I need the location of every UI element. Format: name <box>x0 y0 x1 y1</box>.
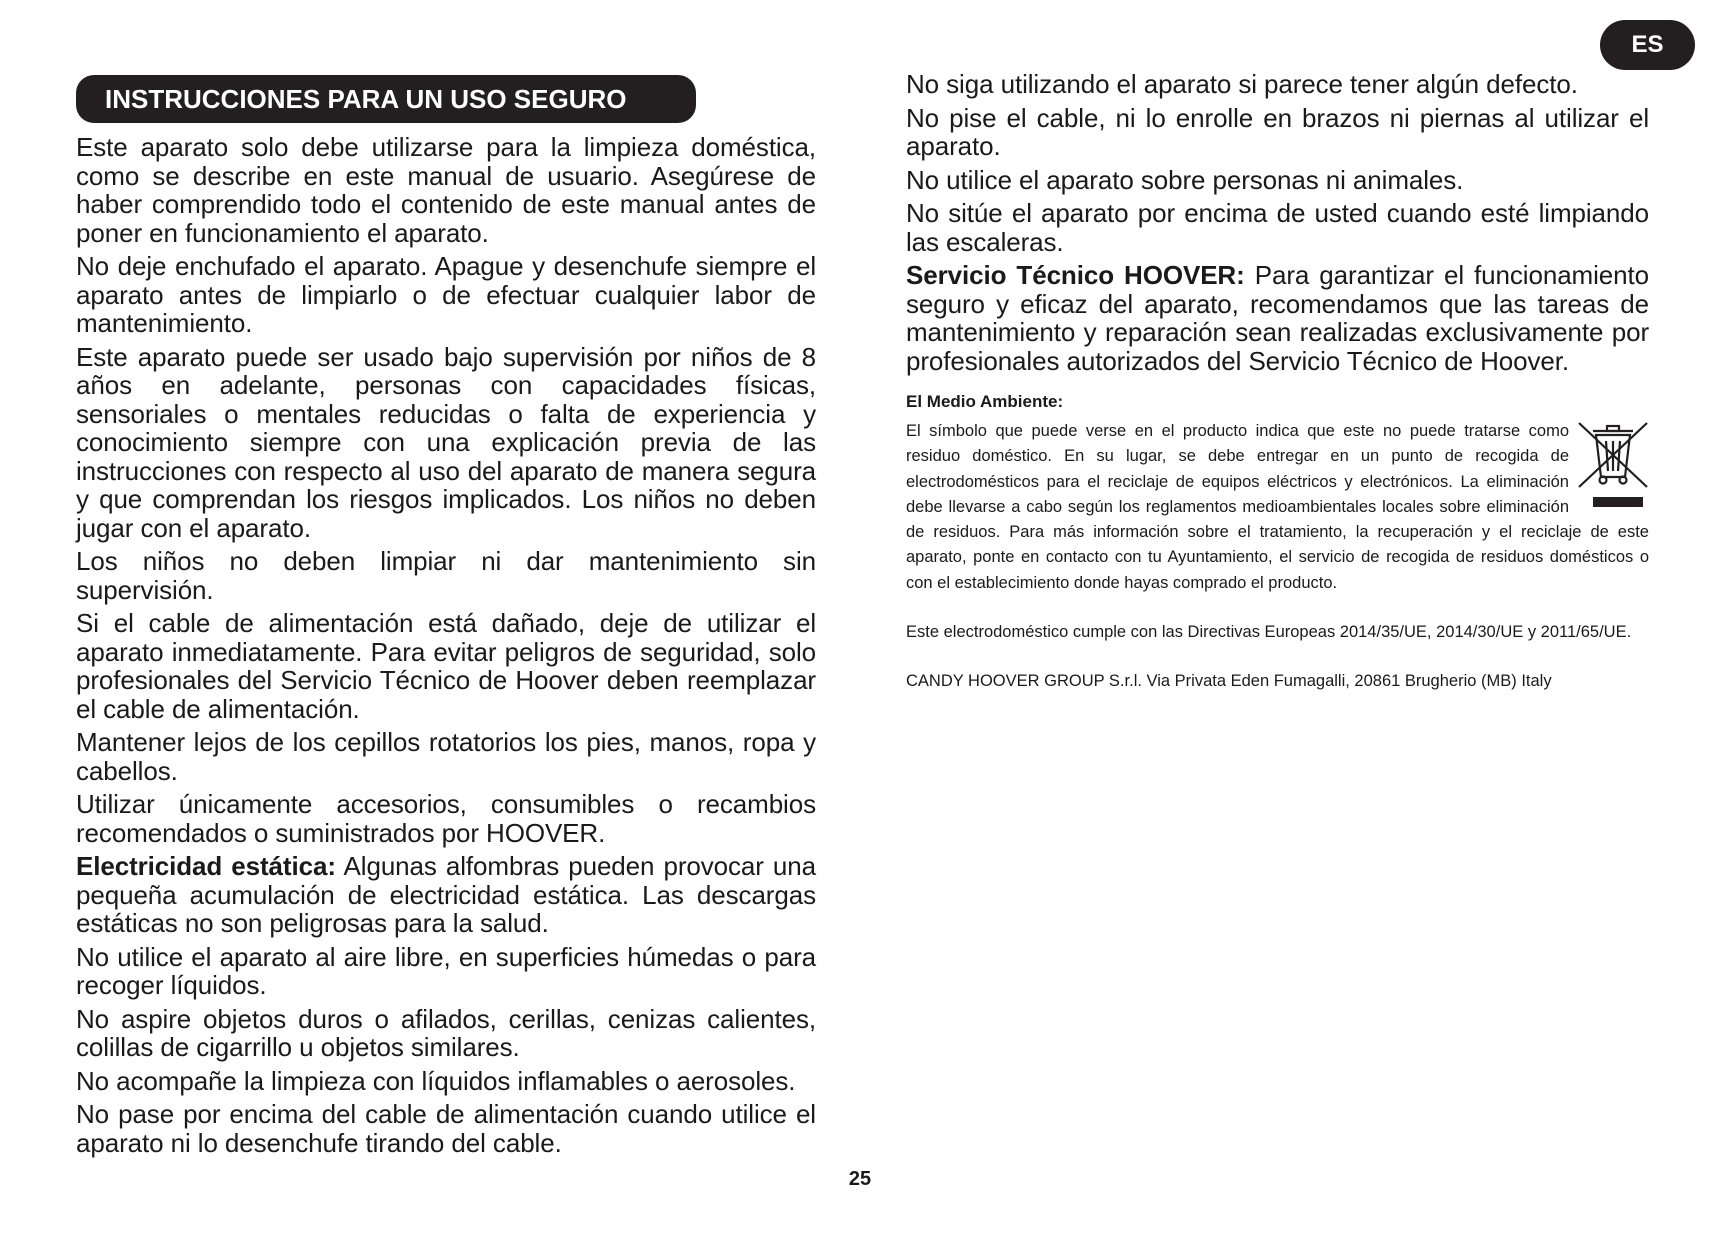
crossed-out-wheelie-bin-icon <box>1577 421 1649 509</box>
paragraph-text: Este aparato puede ser usado bajo supervisión por niños de 8 años en adelante, personas con capacidades físicas, sensoriales o mentales reducidas o falta de experiencia y conocimiento siempre con una explicación previa de las instrucciones con respecto al uso del aparato de manera segura y que comprendan los riesgos implicados. Los niños no deben jugar con el aparato. <box>76 341 816 543</box>
paragraph-text: No acompañe la limpieza con líquidos inflamables o aerosoles. <box>76 1065 796 1096</box>
paragraph-text: Este aparato solo debe utilizarse para la limpieza doméstica, como se describe en este manual de usuario. Asegúrese de haber comprendido todo el contenido de este manual antes de poner en funcionamiento el aparato. <box>76 132 816 248</box>
paragraph-lead: Electricidad estática: <box>76 851 336 881</box>
paragraph-text: Mantener lejos de los cepillos rotatorios los pies, manos, ropa y cabellos. <box>76 727 816 786</box>
instruction-paragraph <box>76 728 816 785</box>
paragraph-text: Algunas alfombras pueden provocar una pequeña acumulación de electricidad estática. Las descargas estáticas no son peligrosas para la salud. <box>76 851 817 938</box>
paragraph-text: No utilice el aparato sobre personas ni animales. <box>906 164 1464 195</box>
instruction-paragraph <box>76 252 816 338</box>
instruction-paragraph <box>76 1005 816 1062</box>
paragraph-text: No sitúe el aparato por encima de usted cuando esté limpiando las escaleras. <box>906 198 1649 257</box>
left-paragraphs <box>76 133 816 1157</box>
paragraph-text: Si el cable de alimentación está dañado, deje de utilizar el aparato inmediatamente. Para evitar peligros de seguridad, solo profesionales del Servicio Técnico de Hoover deben reemplazar el cable de alimentación. <box>76 608 816 724</box>
paragraph-text: Los niños no deben limpiar ni dar mantenimiento sin supervisión. <box>76 546 816 605</box>
instruction-paragraph <box>76 1067 816 1096</box>
company-address: CANDY HOOVER GROUP S.r.l. Via Privata Eden Fumagalli, 20861 Brugherio (MB) Italy <box>906 672 1552 691</box>
section-title: INSTRUCCIONES PARA UN USO SEGURO <box>76 75 696 123</box>
environment-section <box>906 391 1649 596</box>
instruction-paragraph <box>76 943 816 1000</box>
paragraph-text: No siga utilizando el aparato si parece tener algún defecto. <box>906 69 1578 99</box>
paragraph-text: No pise el cable, ni lo enrolle en brazos ni piernas al utilizar el aparato. <box>906 102 1649 161</box>
environment-text: El símbolo que puede verse en el producto indica que este no puede tratarse como residuo doméstico. En su lugar, se debe entregar en un punto de recogida de electrodomésticos para el reciclaje de equipos eléctricos y electrónicos. La eliminación debe llevarse a cabo según los reglamentos medioambientales locales sobre eliminación de residuos. Para más información sobre el tratamiento, la recuperación y el reciclaje de este aparato, ponte en contacto con tu Ayuntamiento, el servicio de recogida de residuos domésticos o con el establecimiento donde hayas comprado el producto. <box>906 422 1649 592</box>
right-column <box>906 70 1649 695</box>
paragraph-text: No pase por encima del cable de alimentación cuando utilice el aparato ni lo desenchufe tirando del cable. <box>76 1099 816 1158</box>
instruction-paragraph <box>76 1100 816 1157</box>
instruction-paragraph <box>76 609 816 723</box>
instruction-paragraph <box>76 852 816 938</box>
instruction-paragraph <box>76 547 816 604</box>
instruction-paragraph <box>76 790 816 847</box>
left-column <box>76 75 816 1162</box>
environment-title: El Medio Ambiente: <box>906 392 1064 411</box>
instruction-paragraph <box>76 343 816 543</box>
language-badge: ES <box>1600 20 1695 70</box>
instruction-paragraph <box>906 261 1649 375</box>
instruction-paragraph <box>906 70 1649 99</box>
directive-text: Este electrodoméstico cumple con las Directivas Europeas 2014/35/UE, 2014/30/UE y 2011/65/UE. <box>906 623 1632 642</box>
paragraph-text: No utilice el aparato al aire libre, en superficies húmedas o para recoger líquidos. <box>76 941 816 1000</box>
page-number: 25 <box>848 1168 872 1190</box>
instruction-paragraph <box>906 104 1649 161</box>
right-paragraphs <box>906 70 1649 375</box>
paragraph-text: Para garantizar el funcionamiento seguro y eficaz del aparato, recomendamos que las tareas de mantenimiento y reparación sean realizadas exclusivamente por profesionales autorizados del Servicio Técnico de Hoover. <box>906 260 1649 376</box>
paragraph-text: No aspire objetos duros o afilados, cerillas, cenizas calientes, colillas de cigarrillo u objetos similares. <box>76 1003 816 1062</box>
paragraph-text: No deje enchufado el aparato. Apague y desenchufe siempre el aparato antes de limpiarlo o de efectuar cualquier labor de mantenimiento. <box>76 251 816 338</box>
instruction-paragraph <box>906 199 1649 256</box>
instruction-paragraph <box>906 166 1649 195</box>
instruction-paragraph <box>76 133 816 247</box>
paragraph-text: Utilizar únicamente accesorios, consumibles o recambios recomendados o suministrados por HOOVER. <box>76 789 816 848</box>
paragraph-lead: Servicio Técnico HOOVER: <box>906 260 1245 290</box>
